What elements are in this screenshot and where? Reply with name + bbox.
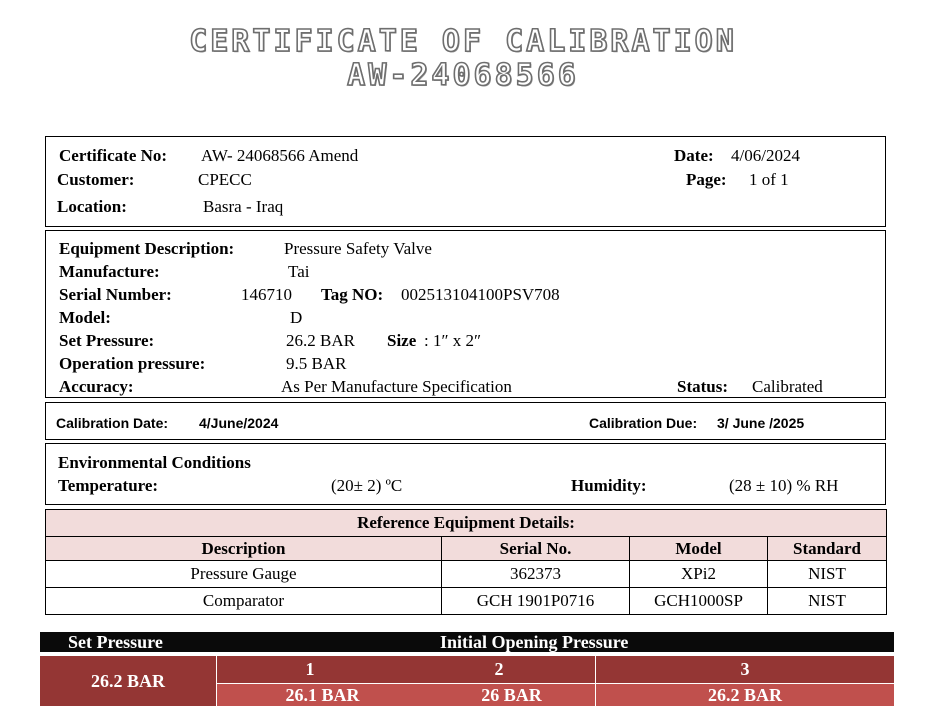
model-value: D — [290, 308, 303, 327]
row-standard: NIST — [768, 561, 887, 588]
equipment-box — [45, 230, 886, 398]
page-label: Page: — [686, 170, 727, 189]
calibration-box — [45, 402, 886, 440]
trial-value-2: 26 BAR — [481, 685, 542, 705]
trial-value-3: 26.2 BAR — [707, 685, 782, 705]
table-row — [46, 561, 887, 588]
location-value: Basra - Iraq — [203, 197, 284, 216]
certificate-no-label: Certificate No: — [59, 146, 168, 165]
trial-number-row — [217, 656, 894, 683]
date-label: Date: — [674, 146, 714, 165]
customer-value: CPECC — [198, 170, 252, 189]
set-pressure-label: Set Pressure: — [59, 331, 155, 350]
trial-value-row — [217, 684, 894, 706]
reference-heading-row — [46, 510, 887, 537]
column-serial-no: Serial No. — [442, 537, 630, 561]
humidity-label: Humidity: — [571, 476, 647, 495]
calibration-due-label: Calibration Due: — [589, 415, 698, 431]
reference-heading: Reference Equipment Details: — [46, 510, 887, 537]
calibration-date-value: 4/June/2024 — [199, 415, 279, 431]
trial-value-1: 26.1 BAR — [285, 685, 360, 705]
reference-header-row — [46, 537, 887, 561]
row-model: XPi2 — [630, 561, 768, 588]
operation-pressure-value: 9.5 BAR — [286, 354, 347, 373]
customer-label: Customer: — [57, 170, 135, 189]
column-description: Description — [46, 537, 442, 561]
calibration-due-value: 3/ June /2025 — [717, 415, 805, 431]
trial-number-1: 1 — [305, 659, 315, 679]
equipment-description-label: Equipment Description: — [59, 239, 235, 258]
trial-number-3: 3 — [740, 659, 750, 679]
manufacture-value: Tai — [288, 262, 310, 281]
reference-equipment-table — [45, 509, 887, 615]
row-model: GCH1000SP — [630, 588, 768, 615]
certificate-title: CERTIFICATE OF CALIBRATION — [189, 24, 737, 59]
temperature-value: (20± 2) ºC — [331, 476, 403, 495]
header-box — [45, 136, 886, 227]
serial-number-label: Serial Number: — [59, 285, 172, 304]
row-standard: NIST — [768, 588, 887, 615]
equipment-description-value: Pressure Safety Valve — [284, 239, 432, 258]
certificate-no-value: AW- 24068566 Amend — [201, 146, 359, 165]
column-standard: Standard — [768, 537, 887, 561]
location-label: Location: — [57, 197, 127, 216]
operation-pressure-label: Operation pressure: — [59, 354, 206, 373]
row-description: Pressure Gauge — [46, 561, 442, 588]
environment-heading: Environmental Conditions — [58, 453, 251, 472]
calibration-date-label: Calibration Date: — [56, 415, 169, 431]
serial-number-value: 146710 — [241, 285, 292, 304]
set-pressure-value: 26.2 BAR — [286, 331, 355, 350]
size-label: Size — [387, 331, 417, 350]
accuracy-value: As Per Manufacture Specification — [281, 377, 512, 396]
date-value: 4/06/2024 — [731, 146, 800, 165]
page-value: 1 of 1 — [749, 170, 789, 189]
tag-no-label: Tag NO: — [321, 285, 384, 304]
humidity-value: (28 ± 10) % RH — [729, 476, 839, 495]
status-label: Status: — [677, 377, 729, 396]
size-value: : 1″ x 2″ — [424, 331, 482, 350]
column-model: Model — [630, 537, 768, 561]
model-label: Model: — [59, 308, 111, 327]
status-value: Calibrated — [752, 377, 823, 396]
pressure-header-bar — [40, 632, 894, 652]
row-description: Comparator — [46, 588, 442, 615]
trial-number-2: 2 — [494, 659, 504, 679]
environment-box — [45, 443, 886, 505]
tag-no-value: 002513104100PSV708 — [401, 285, 560, 304]
certificate-number-title: AW-24068566 — [347, 58, 579, 93]
table-row — [46, 588, 887, 615]
accuracy-label: Accuracy: — [59, 377, 134, 396]
temperature-label: Temperature: — [58, 476, 159, 495]
manufacture-label: Manufacture: — [59, 262, 160, 281]
set-pressure-header: Set Pressure — [68, 632, 163, 652]
row-serial-no: GCH 1901P0716 — [442, 588, 630, 615]
row-serial-no: 362373 — [442, 561, 630, 588]
initial-opening-pressure-header: Initial Opening Pressure — [440, 632, 629, 652]
set-pressure-cell: 26.2 BAR — [40, 656, 216, 706]
